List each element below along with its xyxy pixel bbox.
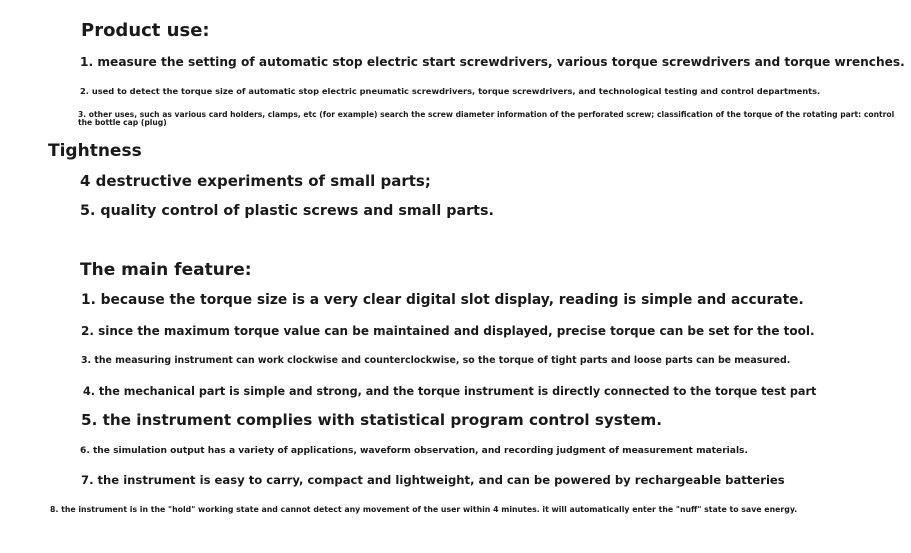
tightness-heading: Tightness bbox=[48, 141, 142, 161]
product-use-item-3: 3. other uses, such as various card holders, clamps, etc (for example) search the screw diameter information of the perforated screw; classification of the torque of the rotating part: control the bottle cap (plug) bbox=[78, 110, 895, 127]
main-feature-item-8: 8. the instrument is in the "hold" working state and cannot detect any movement of the user within 4 minutes. it will automatically enter the "nuff" state to save energy. bbox=[50, 505, 798, 514]
main-feature-item-4: 4. the mechanical part is simple and strong, and the torque instrument is directly connected to the torque test part bbox=[83, 385, 817, 398]
tightness-item-5: 5. quality control of plastic screws and small parts. bbox=[80, 203, 494, 219]
main-feature-item-2: 2. since the maximum torque value can be maintained and displayed, precise torque can be set for the tool. bbox=[81, 324, 815, 338]
main-feature-item-1: 1. because the torque size is a very clear digital slot display, reading is simple and accurate. bbox=[81, 292, 804, 308]
main-feature-heading: The main feature: bbox=[80, 260, 252, 280]
tightness-item-4: 4 destructive experiments of small parts; bbox=[80, 172, 431, 190]
main-feature-item-6: 6. the simulation output has a variety of applications, waveform observation, and recording judgment of measurement materials. bbox=[80, 446, 748, 456]
main-feature-item-7: 7. the instrument is easy to carry, compact and lightweight, and can be powered by rechargeable batteries bbox=[81, 473, 785, 487]
main-feature-item-5: 5. the instrument complies with statistical program control system. bbox=[81, 411, 663, 429]
product-use-item-1: 1. measure the setting of automatic stop electric start screwdrivers, various torque screwdrivers and torque wrenches. bbox=[80, 55, 905, 69]
product-use-item-2: 2. used to detect the torque size of automatic stop electric pneumatic screwdrivers, torque screwdrivers, and technological testing and control departments. bbox=[80, 86, 821, 96]
product-use-heading: Product use: bbox=[81, 20, 210, 41]
main-feature-item-3: 3. the measuring instrument can work clockwise and counterclockwise, so the torque of tight parts and loose parts can be measured. bbox=[81, 355, 791, 366]
